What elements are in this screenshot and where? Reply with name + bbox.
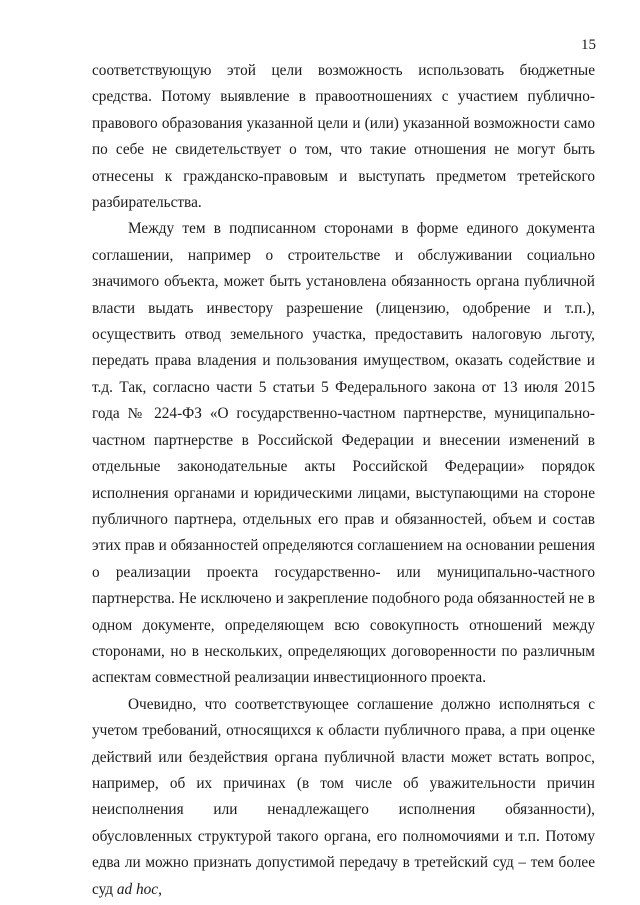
- paragraph-public-law-requirements: [92, 692, 595, 903]
- paragraph-text-tail: ,: [158, 880, 162, 898]
- body-text: [92, 58, 595, 903]
- paragraph-agreement-obligations: Между тем в подписанном сторонами в форме единого документа соглашении, например о строительстве и обслуживании социально значимого объекта, может быть установлена обязанность органа публичной власти выдать инвестору разрешение (лицензию, одобрение и т.п.), осуществить отвод земельного участка, предоставить налоговую льготу, передать права владения и пользования имуществом, оказать содействие и т.д. Так, согласно части 5 статьи 5 Федерального закона от 13 июля 2015 года № 224-ФЗ «О государственно-частном партнерстве, муниципально-частном партнерстве в Российской Федерации и внесении изменений в отдельные законодательные акты Российской Федерации» порядок исполнения органами и юридическими лицами, выступающими на стороне публичного партнера, отдельных его прав и обязанностей, объем и состав этих прав и обязанностей определяются соглашением на основании решения о реализации проекта государственно- или муниципально-частного партнерства. Не исключено и закрепление подобного рода обязанностей не в одном документе, определяющем всю совокупность отношений между сторонами, но в нескольких, определяющих договоренности по различным аспектам совместной реализации инвестиционного проекта.: [92, 220, 595, 687]
- paragraph-text-main: Очевидно, что соответствующее соглашение должно исполняться с учетом требований, относящихся к области публичного права, а при оценке действий или бездействия органа публичной власти может встать вопрос, например, об их причинах (в том числе об уважительности причин неисполнения или ненадлежащего исполнения обязанности), обусловленных структурой такого органа, его полномочиями и т.п. Потому едва ли можно признать допустимой передачу в третейский суд – тем более суд: [92, 695, 595, 898]
- paragraph-continuation: соответствующую этой цели возможность использовать бюджетные средства. Потому выявление в правоотношениях с участием публично-правового образования указанной цели и (или) указанной возможности само по себе не свидетельствует о том, что такие отношения не могут быть отнесены к гражданско-правовым и выступать предметом третейского разбирательства.: [92, 62, 595, 212]
- page-number: 15: [581, 37, 596, 53]
- latin-term-ad-hoc: ad hoc: [116, 880, 159, 898]
